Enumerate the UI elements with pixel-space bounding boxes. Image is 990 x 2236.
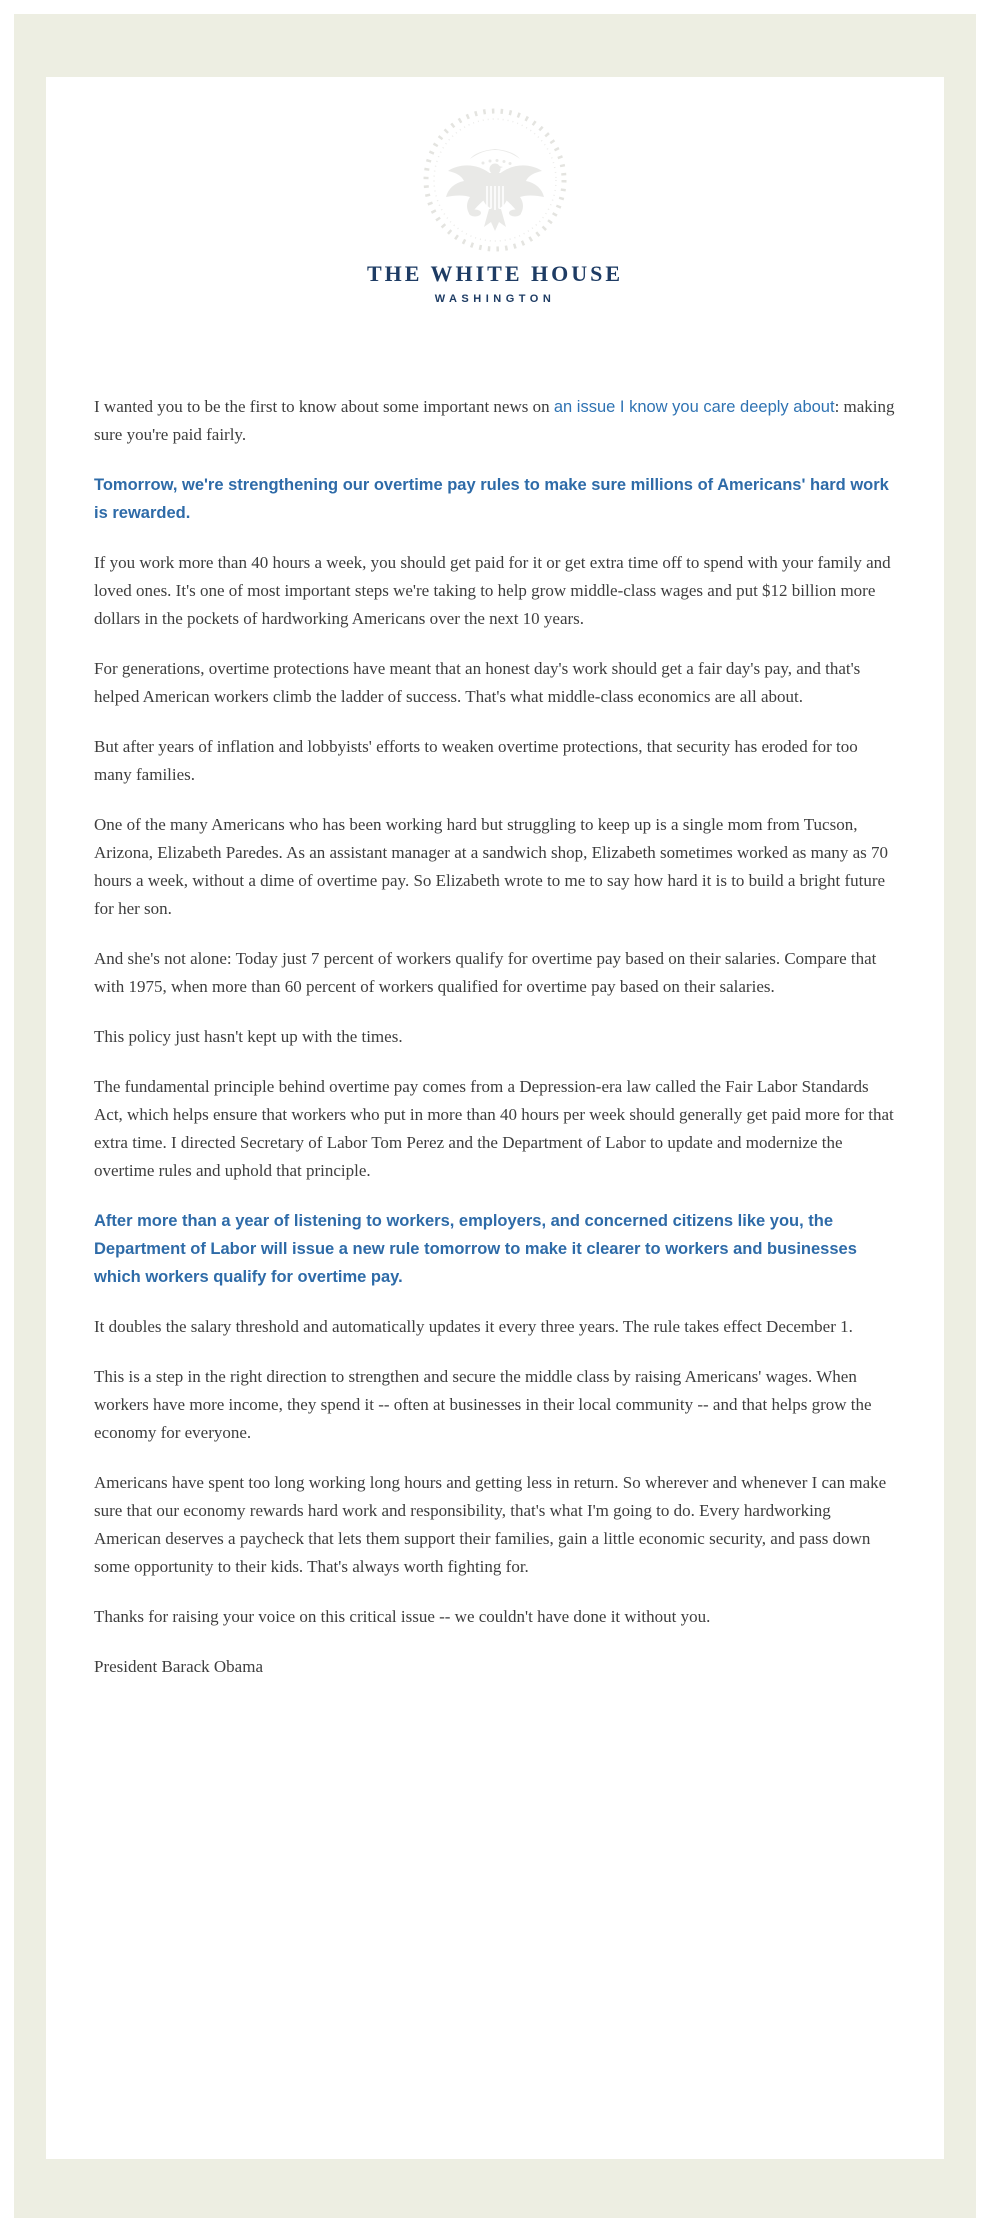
- highlight-paragraph: After more than a year of listening to workers, employers, and concerned citizens like you, the Department of Labor will issue a new rule tomorrow to make it clearer to workers and businesses which workers qualify for overtime pay.: [94, 1212, 857, 1286]
- letter-paragraph: But after years of inflation and lobbyists' efforts to weaken overtime protections, that security has eroded for too many families.: [94, 737, 858, 784]
- letter-body: [94, 393, 896, 1681]
- letter-paragraph: Thanks for raising your voice on this critical issue -- we couldn't have done it without you.: [94, 1607, 711, 1626]
- letter-paragraph: It doubles the salary threshold and automatically updates it every three years. The rule takes effect December 1.: [94, 1317, 853, 1336]
- intro-text-after-link: : making sure you're paid fairly.: [94, 397, 895, 444]
- presidential-seal-icon: [420, 105, 570, 255]
- letter-paragraph: This policy just hasn't kept up with the times.: [94, 1027, 403, 1046]
- issue-link[interactable]: an issue I know you care deeply about: [553, 398, 835, 416]
- signature: President Barack Obama: [94, 1657, 263, 1676]
- letter-paragraph: One of the many Americans who has been working hard but struggling to keep up is a single mom from Tucson, Arizona, Elizabeth Paredes. As an assistant manager at a sandwich shop, Elizabeth sometimes worked as many as 70 hours a week, without a dime of overtime pay. So Elizabeth wrote to me to say how hard it is to build a bright future for her son.: [94, 815, 889, 918]
- org-subtitle: WASHINGTON: [434, 293, 556, 305]
- org-name: THE WHITE HOUSE: [366, 261, 624, 286]
- letter-intro-paragraph: [94, 393, 896, 449]
- letter-paragraph: The fundamental principle behind overtime pay comes from a Depression-era law called the Fair Labor Standards Act, which helps ensure that workers who put in more than 40 hours per week should generally get paid more for that extra time. I directed Secretary of Labor Tom Perez and the Department of Labor to update and modernize the overtime rules and uphold that principle.: [94, 1077, 894, 1180]
- letter-paragraph: Americans have spent too long working long hours and getting less in return. So wherever and whenever I can make sure that our economy rewards hard work and responsibility, that's what I'm going to do. Every hardworking American deserves a paycheck that lets them support their families, gain a little economic security, and pass down some opportunity to their kids. That's always worth fighting for.: [94, 1473, 887, 1576]
- letter-paragraph: And she's not alone: Today just 7 percent of workers qualify for overtime pay based on their salaries. Compare that with 1975, when more than 60 percent of workers qualified for overtime pay based on their salaries.: [94, 949, 877, 996]
- letter-paragraph: For generations, overtime protections have meant that an honest day's work should get a fair day's pay, and that's helped American workers climb the ladder of success. That's what middle-class economics are all about.: [94, 659, 861, 706]
- highlight-paragraph: Tomorrow, we're strengthening our overtime pay rules to make sure millions of Americans' hard work is rewarded.: [94, 476, 889, 522]
- intro-text-before-link: I wanted you to be the first to know about some important news on: [94, 397, 554, 416]
- page-background-band: [14, 14, 976, 2218]
- letter-paragraph: This is a step in the right direction to strengthen and secure the middle class by raising Americans' wages. When workers have more income, they spend it -- often at businesses in their local community -- and that helps grow the economy for everyone.: [94, 1367, 872, 1442]
- letter-paragraph: If you work more than 40 hours a week, you should get paid for it or get extra time off to spend with your family and loved ones. It's one of most important steps we're taking to help grow middle-class wages and put $12 billion more dollars in the pockets of hardworking Americans over the next 10 years.: [94, 553, 891, 628]
- email-letter-card: [46, 77, 944, 2159]
